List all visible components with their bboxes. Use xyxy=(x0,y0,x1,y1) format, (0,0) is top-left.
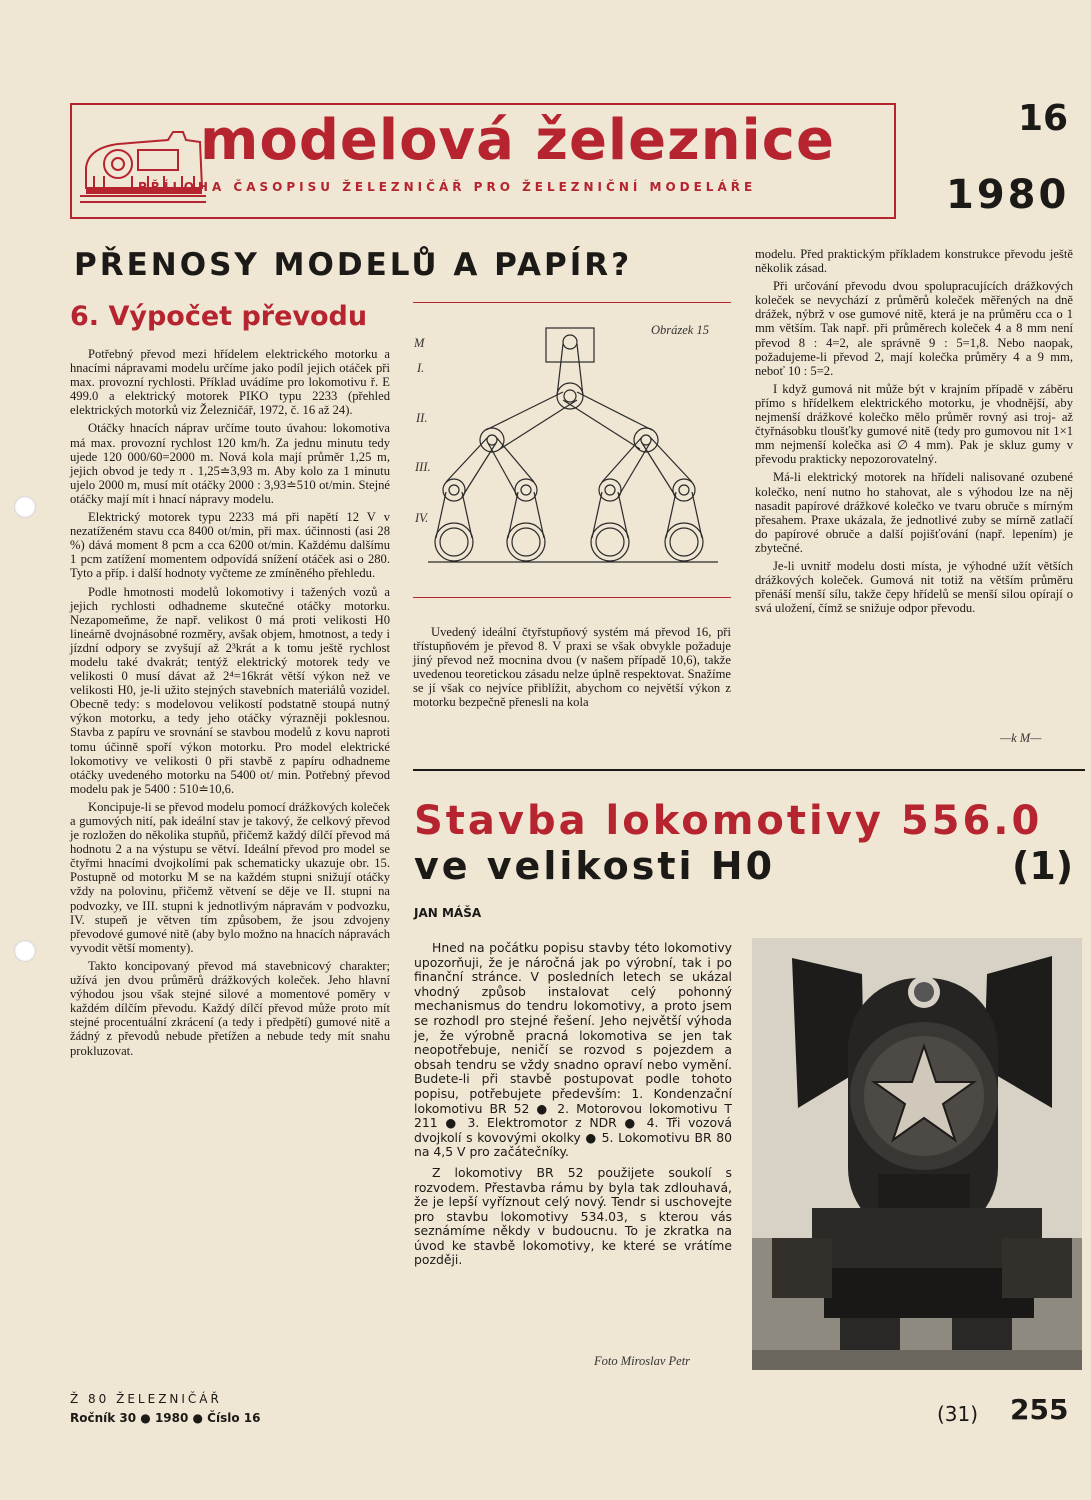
section-heading: 6. Výpočet převodu xyxy=(70,301,368,332)
paragraph: Z lokomotivy BR 52 použijete soukolí s rozvodem. Přestavba rámu by byla tak zdlouhavá, že je lepší vyříznout celý nový. Tendr si uschovejte pro stavbu lokomotivy 534.03, s kterou vás seznámíme někdy v budoucnu. To je zkratka na úvod ke stavbě lokomotivy, ke které se vrátíme později. xyxy=(414,1164,732,1268)
locomotive-photo xyxy=(752,938,1082,1370)
paragraph: Koncipuje-li se převod modelu pomocí drážkových koleček a gumových nití, pak ideální stav je takový, že celkový převod je rozložen do několika stupňů, přičemž každý dílčí převod má hodnotu 2 a na výstupu se větví. Ideální převod pro model se čtyřmi hnacími dvojkolími pak schematicky ukazuje obr. 15. Postupně od motorku M se na každém stupni snižují otáčky vždy na polovinu, přičemž větvení se děje ve II. stupni na podvozky, ve III. stupni k jednotlivým nápravám v podvozku, IV. stupeň je větven tím způsobem, že jsou zdvojeny převodové gumové nitě (aby bylo možno na hnacích nápravách vyvodit větší momenty). xyxy=(70,799,390,955)
article2-body xyxy=(414,941,732,1274)
section-rule xyxy=(413,302,731,303)
paragraph: Podle hmotnosti modelů lokomotivy i tažených vozů a jejich rychlosti odhadneme skutečné otáčky motorku. Nezapomeňme, že např. velikost 0 má proti velikosti H0 lineárně dvojnásobné rozměry, avšak objem, hmotnost, a tedy i jízdní odpory se zvyšují až 2³krát a k tomu ještě rychlost modelu také dvakrát; tentýž elektrický motorek tedy ve velikosti 0 musí dávat až 2⁴=16krát větší výkon než ve velikosti H0, je-li užito stejných stavebních materiálů vozidel. Obecně tedy: s modelovou velikostí podstatně stoupá nutný výkon motorku, a tedy jeho otáčky výrazněji poklesnou. Stavba z papíru ve srovnání se stavbou modelů z kovu naproti tomu účinně spoří výkon motorku. Pro model elektrické lokomotivy ve velikosti 0 při stavbě z papíru odhadneme otáčky uvedeného motorku na 5400 ot/ min. Potřebný převod modelu pak je 5400 : 510≐10,6. xyxy=(70,584,390,796)
figure-label-ii: II. xyxy=(416,411,428,425)
figure-label-iv: IV. xyxy=(415,511,429,525)
paragraph: Potřebný převod mezi hřídelem elektrického motorku a hnacími nápravami modelu určíme jako podíl jejich otáček při max. provozní rychlosti. Příklad uvádíme pro lokomotivu ř. E 499.0 a elektrický motorek PIKO typu 2233 (přehled elektrických motorků viz Železničář, 1972, č. 16 až 24). xyxy=(70,347,390,418)
article2-title-line1: Stavba lokomotivy 556.0 xyxy=(414,798,1043,844)
figure-caption: Obrázek 15 xyxy=(651,323,709,337)
paragraph: Při určování převodu dvou spolupracujících drážkových koleček se nevychází z průměrů koleček měřených na dně drážek, nýbrž v ose gumové nitě, která je na průměru cca o 1 mm větším. Tak např. při průměrech koleček 4 a 8 mm není převod 8 : 4=2, ale správně 9 : 5=1,8. Nebo naopak, požadujeme-li převod 2, mají kolečka průměry 4 a 9 mm, neboť 10 : 5=2. xyxy=(755,279,1073,378)
article-signature: —k M— xyxy=(1000,731,1042,745)
article1-column2 xyxy=(413,625,731,714)
footer-page-number: 255 xyxy=(1010,1393,1069,1426)
figure-bottom-rule xyxy=(413,597,731,598)
paragraph: Uvedený ideální čtyřstupňový systém má převod 16, při třístupňovém je převod 8. V praxi se však obvykle požaduje jiný převod než mocnina dvou (v našem případě 10,6), takže uvedenou teoretickou zásadu nelze úplně respektovat. Snažíme se jí však co nejvíce přiblížit, abychom co největší výkon z motorku bezpečně přenesli na kola xyxy=(413,625,731,710)
paragraph: Je-li uvnitř modelu dosti místa, je výhodné užít větších drážkových koleček. Gumová nit totiž na větším průměru přenáší menší sílu, takže čepy hřídelů se menší silou opírají o svá uložení, čímž se snižuje odpor převodu. xyxy=(755,558,1073,616)
gear-train-diagram xyxy=(428,322,728,572)
article2-part-number: (1) xyxy=(1012,844,1074,888)
article1-column1 xyxy=(70,347,390,1062)
masthead-subtitle: PŘÍLOHA ČASOPISU ŽELEZNIČÁŘ PRO ŽELEZNIČNÍ MODELÁŘE xyxy=(138,180,757,194)
figure-label-iii: III. xyxy=(415,460,431,474)
binder-hole-bottom xyxy=(14,940,36,962)
article1-column3 xyxy=(755,247,1073,619)
binder-hole-top xyxy=(14,496,36,518)
footer-page-sub: (31) xyxy=(937,1402,979,1426)
article2-author: JAN MÁŠA xyxy=(414,906,482,920)
footer-publication: Ž 80 ŽELEZNIČÁŘ xyxy=(70,1392,222,1406)
issue-year: 1980 xyxy=(946,172,1070,218)
paragraph: Takto koncipovaný převod má stavebnicový charakter; užívá jen dvou průměrů drážkových koleček. Jeho hlavní výhodou jsou však stejné silové a momentové poměry v každém dílčím převodu. Každý dílčí převod může proto mít stejné procentuální zkrácení (a tedy i předpětí) gumové nitě a žádný z převodů nebude přetížen a nebude tedy mít snahu prokluzovat. xyxy=(70,958,390,1058)
paragraph: modelu. Před praktickým příkladem konstrukce převodu ještě několik zásad. xyxy=(755,247,1073,276)
paragraph: Otáčky hnacích náprav určíme touto úvahou: lokomotiva má max. provozní rychlost 120 km/h. Za jednu minutu tedy ujede 120 000/60=2000 m. Nová kola mají průměr 1,25 m, jejich obvod je tedy π . 1,25≐3,93 m. Aby kolo za 1 minutu ujelo 2000 m, musí mít otáčky 2000 : 3,93≐510 ot/min. Stejné otáčky mají mít i hnací nápravy modelu. xyxy=(70,421,390,506)
figure-label-m: M xyxy=(414,336,425,350)
locomotive-logo-icon xyxy=(78,118,208,208)
article2-title-line2: ve velikosti H0 xyxy=(414,844,776,888)
paragraph: Má-li elektrický motorek na hřídeli nalisované ozubené kolečko, není nutno ho stahovat, ale s výhodou lze na něj nasadit papírové drážkové kolečko ve tvaru obruče s mírným přesahem. Praxe ukázala, že jednotlivé zuby se mírně zatlačí do papírové obruče a další pojišťování (např. lepením) je zbytečné. xyxy=(755,470,1073,555)
paragraph: Hned na počátku popisu stavby této lokomotivy upozorňuji, že je náročná jak po výrobní, tak i po finanční stránce. V posledních letech se ukázal vhodný způsob instalovat celý pohonný mechanismus do tendru lokomotivy, a proto jsem se rozhodl pro stejné řešení. Jeho největší výhoda je, že výrobně pracná lokomotiva se jen tak neopotřebuje, neničí se rozvod s pojezdem a obsah tendru se vždy snadno opraví nebo vymění. Budete-li při stavbě postupovat podle tohoto popisu, potřebujete především: 1. Kondenzační lokomotivu BR 52 ● 2. Motorovou lokomotivu T 211 ● 3. Elektromotor z NDR ● 4. Tři vozová dvojkolí s kovovými okolky ● 5. Lokomotivu BR 80 na 4,5 V pro začátečníky. xyxy=(414,940,732,1160)
issue-number: 16 xyxy=(1018,98,1069,139)
article-separator xyxy=(413,769,1085,771)
paragraph: Elektrický motorek typu 2233 má při napětí 12 V v nezatíženém stavu cca 8400 ot/min, při max. účinnosti (asi 28 %) dává moment 8 pcm a cca 6200 ot/min. Každému dalšímu 1 pcm zatížení momentem odpovídá snížení otáček asi o 280. Tyto a příp. i další hodnoty vyčteme ze zmíněného přehledu. xyxy=(70,510,390,581)
figure-label-i: I. xyxy=(417,361,425,375)
article-title: PŘENOSY MODELŮ A PAPÍR? xyxy=(74,247,633,283)
masthead-title: modelová železnice xyxy=(200,108,835,173)
paragraph: I když gumová nit může být v krajním případě v záběru přímo s hřídelkem elektrického motorku, je vhodnější, aby nejmenší drážkové kolečko mělo průměr rovný asi troj- až čtyřnásobku tloušťky gumové nitě (tedy pro gumovou nit 1×1 mm nejmenší kolečka asi ∅ 4 mm). Pak je skluz gumy v převodu prakticky nepozorovatelný. xyxy=(755,381,1073,467)
photo-credit: Foto Miroslav Petr xyxy=(594,1354,691,1368)
footer-volume: Ročník 30 ● 1980 ● Číslo 16 xyxy=(70,1411,261,1425)
